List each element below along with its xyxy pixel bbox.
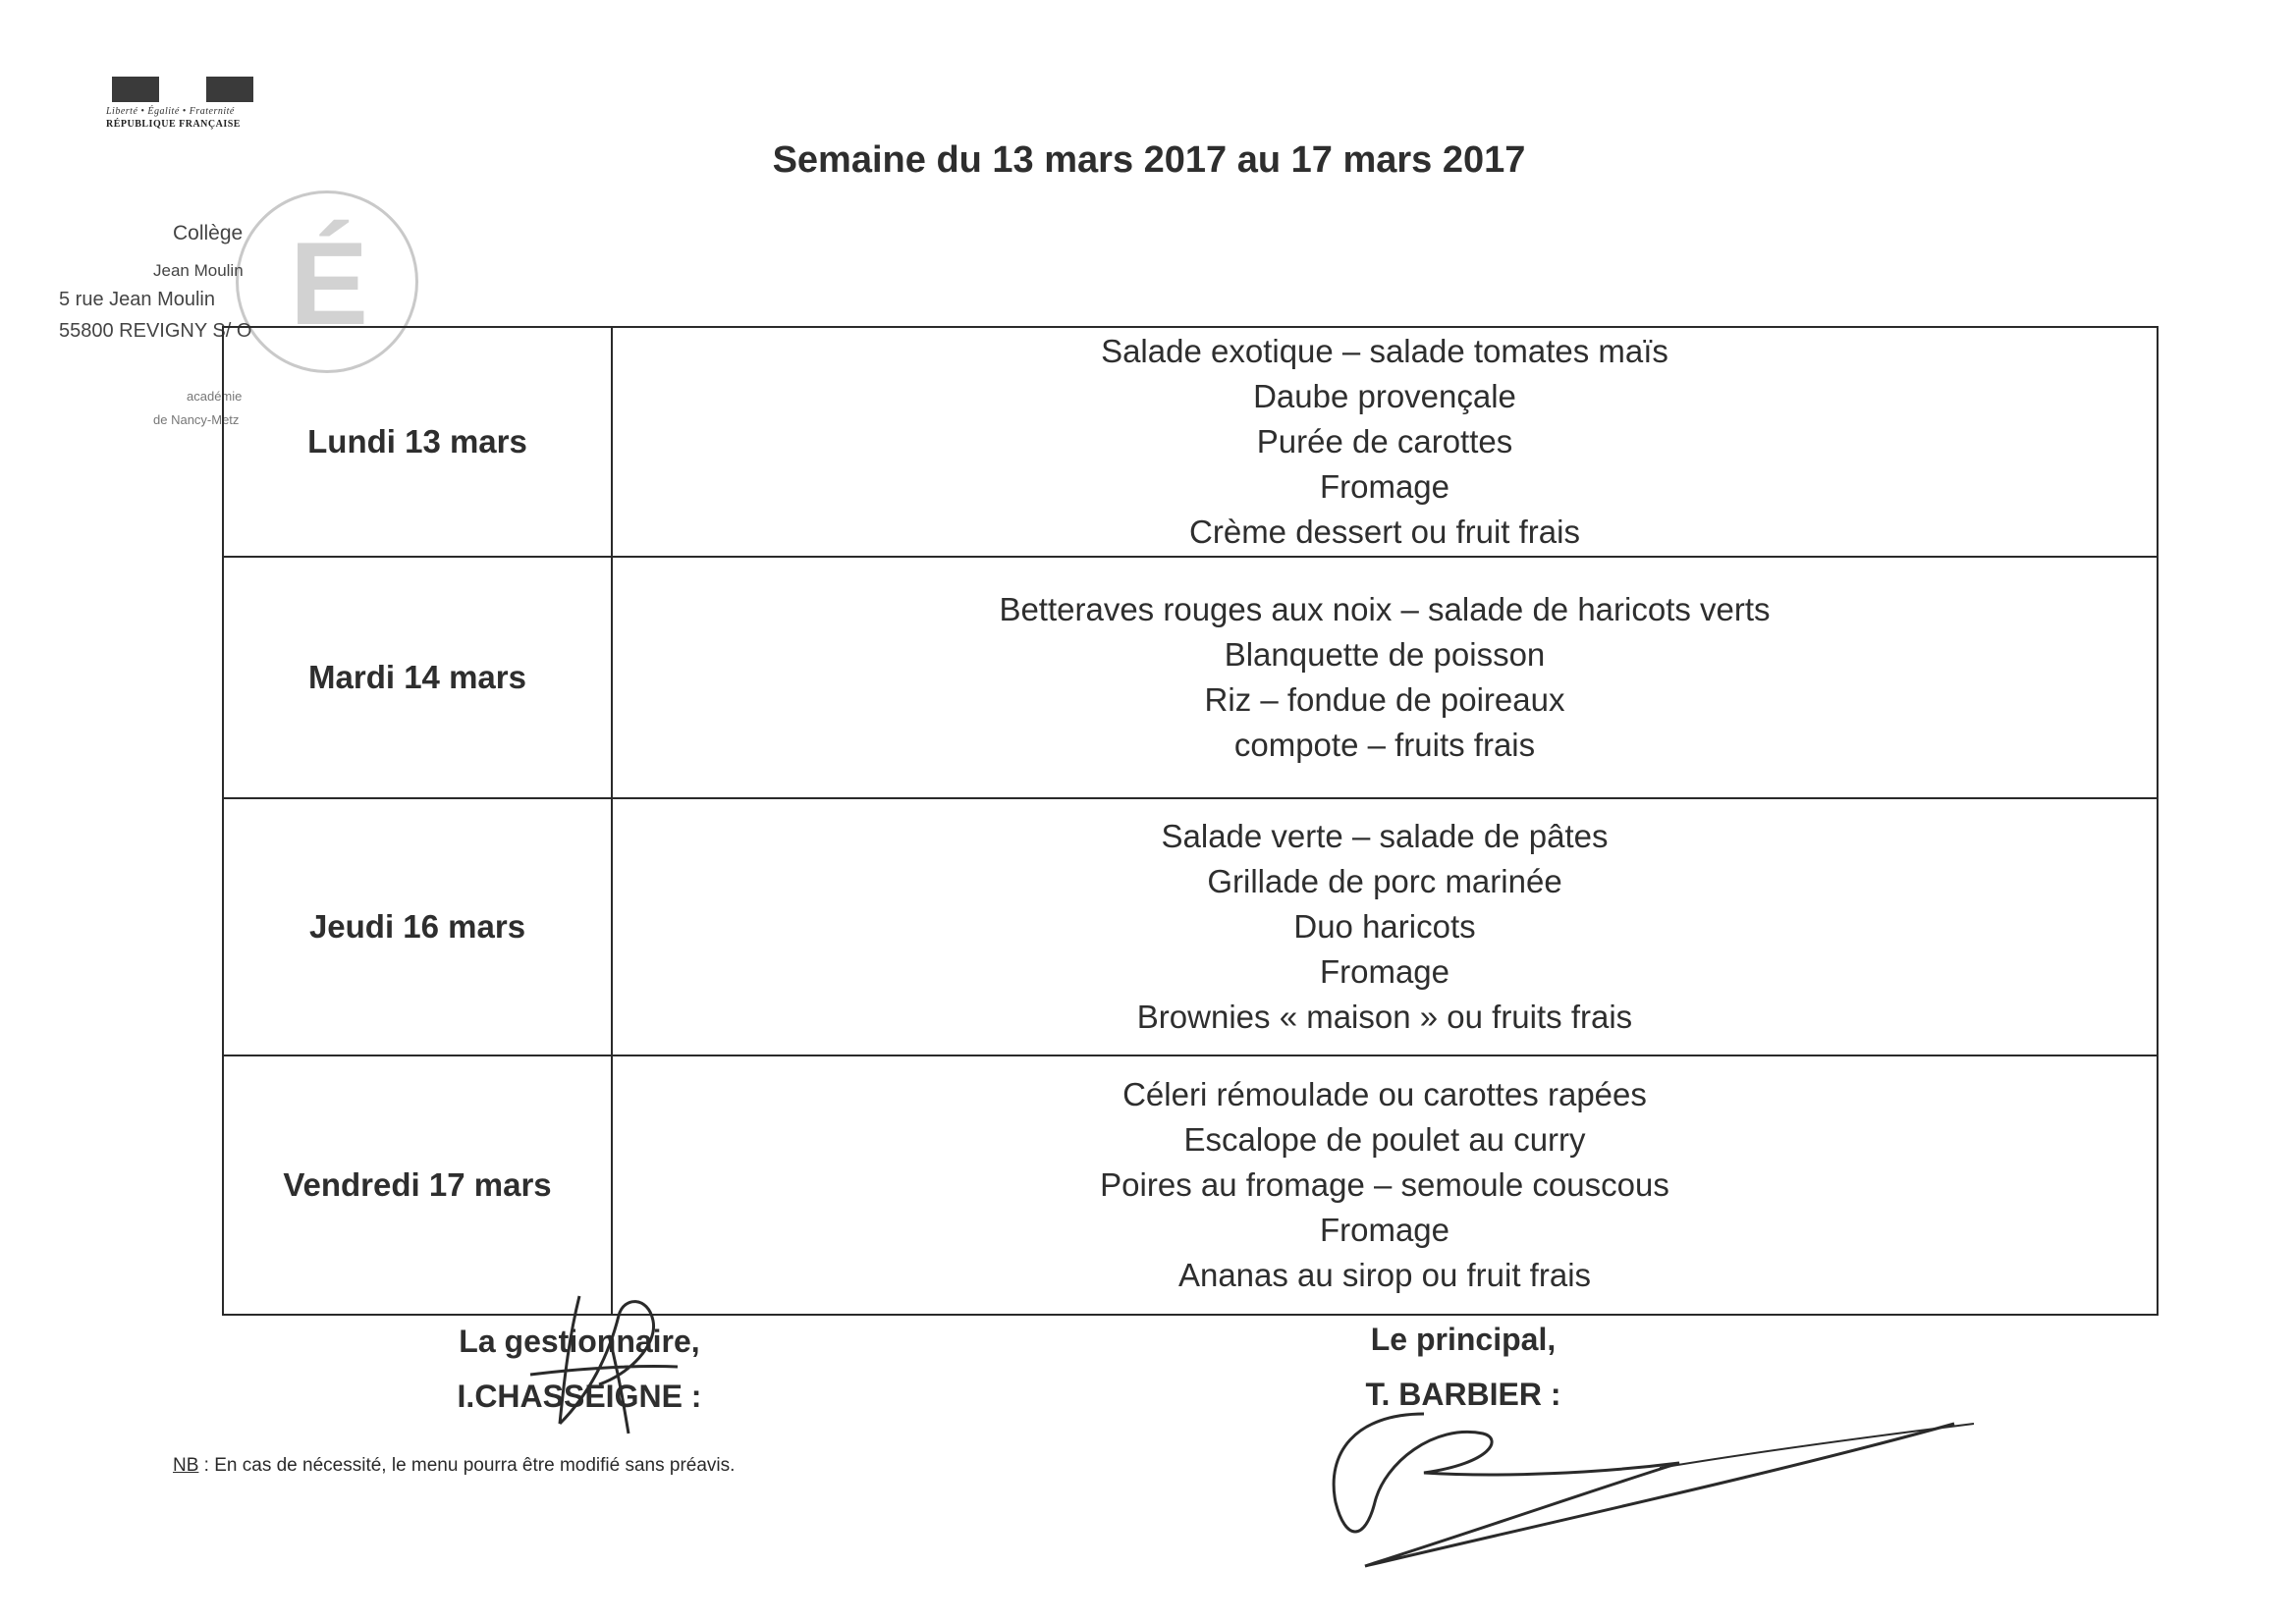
day-label: Jeudi 16 mars [224, 799, 613, 1055]
dish-item: Blanquette de poisson [1224, 636, 1546, 673]
principal-name: T. BARBIER : [1365, 1377, 1561, 1412]
stamp-line: de Nancy-Metz [153, 412, 240, 427]
dish-item: Salade exotique – salade tomates maïs [1101, 333, 1668, 369]
dish-item: compote – fruits frais [1233, 727, 1536, 763]
day-label: Mardi 14 mars [224, 558, 613, 797]
day-label: Lundi 13 mars [224, 328, 613, 556]
dish-item: Duo haricots [1293, 908, 1476, 945]
manager-handwritten-signature [511, 1276, 707, 1443]
principal-role: Le principal, [1370, 1322, 1557, 1357]
dish-item: Riz – fondue de poireaux [1204, 681, 1565, 718]
dish-item: Fromage [1319, 1212, 1450, 1248]
table-row [224, 1055, 2157, 1314]
menu-table [222, 326, 2159, 1316]
footnote [173, 1455, 735, 1477]
stamp-line: 55800 REVIGNY S/ O [59, 320, 252, 342]
dish-item: Ananas au sirop ou fruit frais [1177, 1257, 1592, 1293]
dish-list [613, 1056, 2157, 1314]
dish-list [613, 558, 2157, 797]
dish-item: Fromage [1319, 953, 1450, 990]
dish-item: Céleri rémoulade ou carottes rapées [1122, 1076, 1647, 1112]
logo-motto: Liberté • Égalité • Fraternité [106, 106, 235, 117]
table-row [224, 328, 2157, 556]
logo-republic-name: RÉPUBLIQUE FRANÇAISE [106, 119, 241, 130]
footnote-text: : En cas de nécessité, le menu pourra être modifié sans préavis. [198, 1455, 736, 1476]
dish-list [613, 799, 2157, 1055]
page-title: Semaine du 13 mars 2017 au 17 mars 2017 [772, 139, 1526, 181]
dish-item: Fromage [1319, 468, 1450, 505]
day-label: Vendredi 17 mars [224, 1056, 613, 1314]
stamp-letter: É [290, 218, 369, 350]
republique-francaise-logo [106, 77, 263, 130]
dish-item: Crème dessert ou fruit frais [1189, 514, 1580, 550]
dish-item: Daube provençale [1253, 378, 1516, 414]
dish-item: Poires au fromage – semoule couscous [1100, 1166, 1669, 1203]
manager-name: I.CHASSEIGNE : [457, 1379, 702, 1414]
stamp-line: académie [187, 389, 243, 404]
stamp-line: Jean Moulin [153, 261, 244, 280]
dish-item: Brownies « maison » ou fruits frais [1136, 999, 1633, 1035]
dish-item: Escalope de poulet au curry [1183, 1121, 1586, 1158]
footnote-prefix: NB [173, 1455, 199, 1476]
stamp-line: Collège [173, 222, 244, 244]
dish-item: Betteraves rouges aux noix – salade de haricots verts [999, 591, 1771, 627]
dish-item: Purée de carottes [1256, 423, 1513, 460]
marianne-flag-icon [112, 77, 253, 102]
dish-item: Grillade de porc marinée [1207, 863, 1562, 899]
stamp-line: 5 rue Jean Moulin [59, 289, 215, 310]
table-row [224, 556, 2157, 797]
dish-list [613, 328, 2157, 556]
dish-item: Salade verte – salade de pâtes [1161, 818, 1609, 854]
table-row [224, 797, 2157, 1055]
principal-handwritten-signature [1306, 1394, 1994, 1591]
manager-role: La gestionnaire, [459, 1324, 700, 1359]
